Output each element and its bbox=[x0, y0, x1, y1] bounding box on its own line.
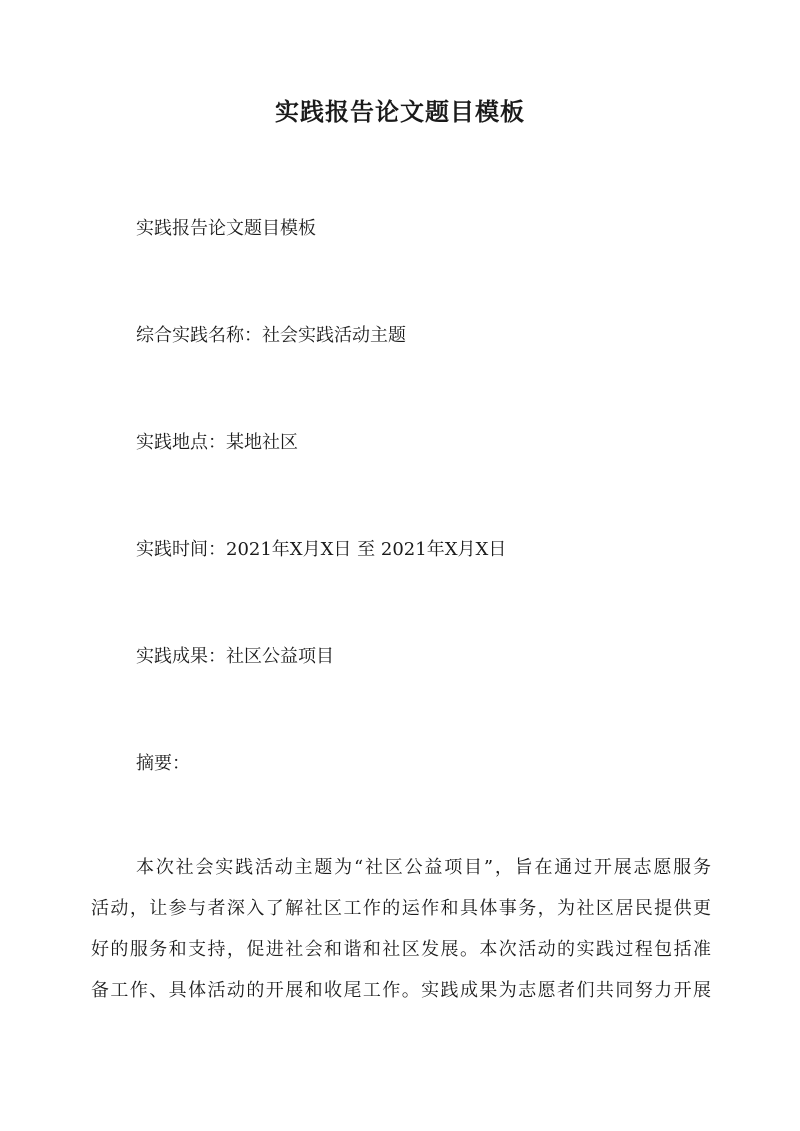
heading-repeat-line: 实践报告论文题目模板 bbox=[136, 218, 316, 239]
abstract-line: 备工作、具体活动的开展和收尾工作。实践成果为志愿者们共同努力开展 bbox=[91, 980, 711, 1001]
practice-location-line: 实践地点：某地社区 bbox=[136, 432, 298, 453]
abstract-line: 活动，让参与者深入了解社区工作的运作和具体事务，为社区居民提供更 bbox=[91, 898, 711, 919]
practice-time-line: 实践时间：2021年X月X日 至 2021年X月X日 bbox=[136, 539, 507, 560]
practice-result-line: 实践成果：社区公益项目 bbox=[136, 646, 334, 667]
abstract-line: 本次社会实践活动主题为“社区公益项目”，旨在通过开展志愿服务 bbox=[136, 857, 711, 878]
practice-name-line: 综合实践名称：社会实践活动主题 bbox=[136, 325, 406, 346]
document-title: 实践报告论文题目模板 bbox=[275, 97, 525, 126]
abstract-paragraph bbox=[91, 853, 711, 1017]
abstract-label: 摘要： bbox=[136, 753, 190, 774]
abstract-line: 好的服务和支持，促进社会和谐和社区发展。本次活动的实践过程包括准 bbox=[91, 939, 711, 960]
